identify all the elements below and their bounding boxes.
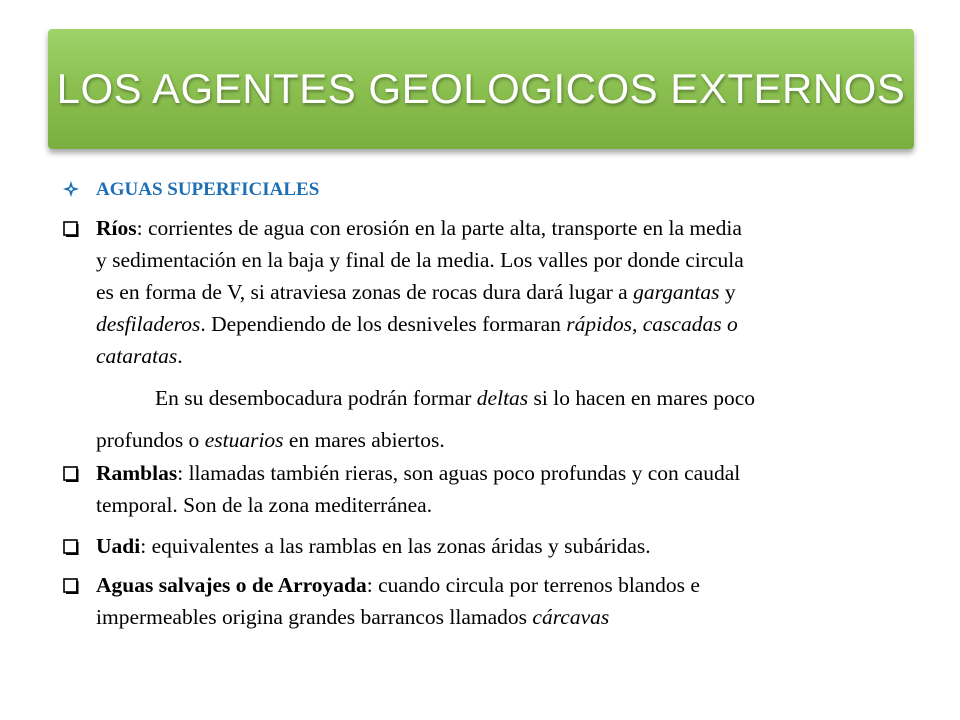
- rios-rapidos: rápidos, cascadas o: [566, 312, 738, 336]
- rios-text-5a: .: [177, 344, 183, 368]
- salvajes-term: Aguas salvajes o de Arroyada: [96, 573, 367, 597]
- checkbox-bullet-icon: [62, 465, 80, 483]
- rios-text-3a: es en forma de V, si atraviesa zonas de rocas dura dará lugar a: [96, 280, 634, 304]
- checkbox-bullet-icon: [62, 538, 80, 556]
- salvajes-line-2: [96, 601, 609, 633]
- rios-text-7b: en mares abiertos.: [283, 428, 445, 452]
- salvajes-text-1: : cuando circula por terrenos blandos e: [366, 573, 700, 597]
- checkbox-bullet-icon: [62, 577, 80, 595]
- rios-line-6: [155, 382, 755, 414]
- salvajes-line-1: [96, 569, 700, 601]
- ramblas-line-2: temporal. Son de la zona mediterránea.: [96, 493, 433, 517]
- rios-deltas: deltas: [476, 386, 529, 410]
- rios-line-3: [96, 276, 736, 308]
- ramblas-term: Ramblas: [96, 461, 178, 485]
- rios-text-4a: . Dependiendo de los desniveles formaran: [200, 312, 567, 336]
- diamond-bullet-icon: [62, 180, 80, 198]
- rios-line-4: [96, 308, 738, 340]
- rios-line-2: y sedimentación en la baja y final de la media. Los valles por donde circula: [96, 248, 744, 272]
- uadi-text-1: : equivalentes a las ramblas en las zonas áridas y subáridas.: [140, 534, 651, 558]
- uadi-term: Uadi: [96, 534, 141, 558]
- uadi-line-1: [96, 530, 651, 562]
- rios-text-3b: y: [719, 280, 736, 304]
- salvajes-text-2a: impermeables origina grandes barrancos llamados: [96, 605, 533, 629]
- rios-line-1: [96, 212, 742, 244]
- rios-term: Ríos: [96, 216, 137, 240]
- section-heading: AGUAS SUPERFICIALES: [96, 179, 320, 200]
- rios-text-7a: profundos o: [96, 428, 205, 452]
- rios-text-1: : corrientes de agua con erosión en la parte alta, transporte en la media: [136, 216, 742, 240]
- rios-line-7: [96, 424, 445, 456]
- rios-desfiladeros: desfiladeros: [96, 312, 201, 336]
- rios-cataratas: cataratas: [96, 344, 178, 368]
- rios-text-6b: si lo hacen en mares poco: [528, 386, 756, 410]
- rios-text-6a: En su desembocadura podrán formar: [155, 386, 477, 410]
- rios-estuarios: estuarios: [204, 428, 284, 452]
- salvajes-carcavas: cárcavas: [532, 605, 610, 629]
- checkbox-bullet-icon: [62, 220, 80, 238]
- ramblas-line-1: [96, 457, 740, 489]
- rios-gargantas: gargantas: [633, 280, 720, 304]
- slide-title: LOS AGENTES GEOLOGICOS EXTERNOS: [56, 65, 906, 112]
- ramblas-text-1: : llamadas también rieras, son aguas poco profundas y con caudal: [177, 461, 741, 485]
- rios-line-5: [96, 340, 183, 372]
